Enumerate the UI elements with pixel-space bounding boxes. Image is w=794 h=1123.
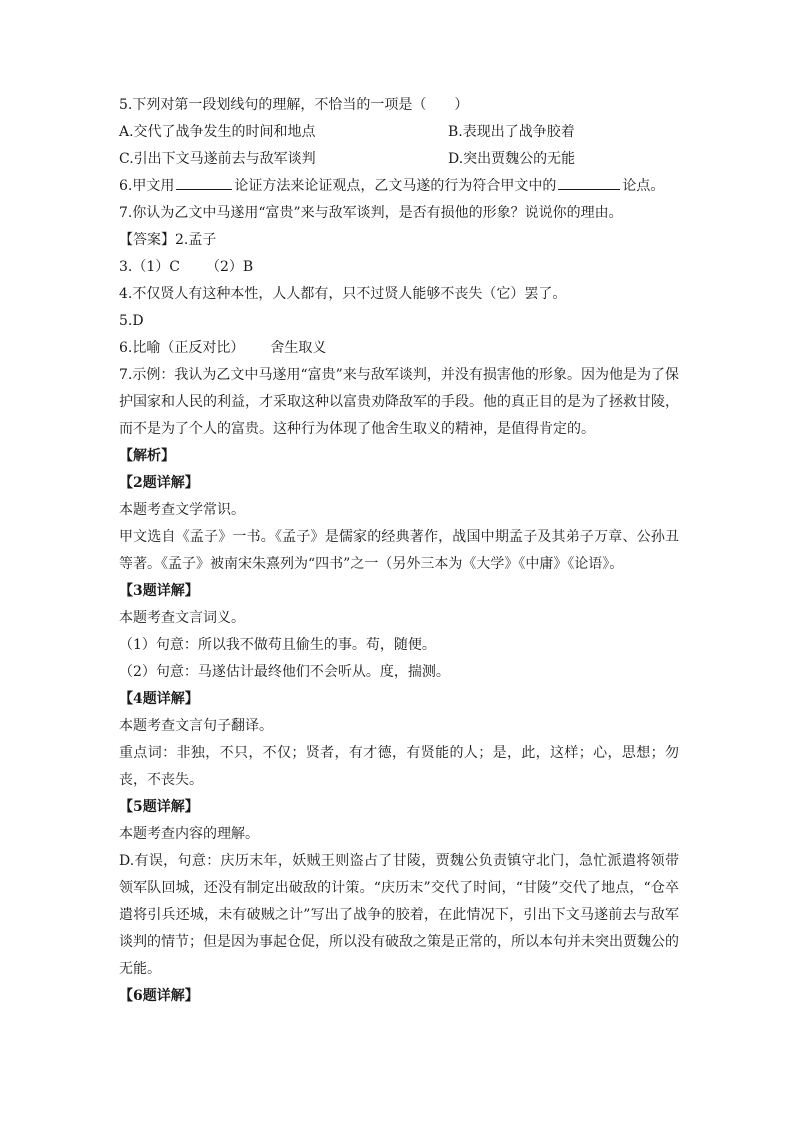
answer-line-6 (119, 335, 679, 362)
option-b: B.表现出了战争胶着 (448, 124, 575, 140)
detail-5-line-1: 本题考查内容的理解。 (119, 826, 259, 842)
answer-6-1: 6.比喻（正反对比） (119, 340, 245, 356)
answer-4: 4.不仅贤人有这种本性，人人都有，只不过贤人能够不丧失（它）罢了。 (119, 286, 567, 302)
question-6-part3: 论点。 (622, 178, 665, 194)
analysis-label: 【解析】 (119, 448, 175, 464)
question-6-part2: 论证方法来论证观点，乙文马遂的行为符合甲文中的 (234, 178, 557, 194)
fill-blank-2 (558, 174, 620, 190)
option-c: C.引出下文马遂前去与敌军谈判 (119, 151, 316, 167)
detail-6-heading: 【6题详解】 (119, 988, 199, 1004)
detail-2-line-1: 本题考查文学常识。 (119, 502, 245, 518)
question-5-options (119, 119, 679, 173)
question-6 (119, 173, 679, 200)
fill-blank-1 (176, 174, 232, 190)
answer-line-3 (119, 254, 679, 281)
detail-3-line-1: 本题考查文言词义。 (119, 610, 245, 626)
detail-4-line-2: 重点词：非独，不只，不仅；贤者，有才德，有贤能的人；是，此，这样；心，思想；勿丧，不丧失。 (119, 745, 679, 788)
detail-4-line-1: 本题考查文言句子翻译。 (119, 718, 273, 734)
answer-7: 7.示例：我认为乙文中马遂用“富贵”来与敌军谈判，并没有损害他的形象。因为他是为了保护国家和人民的利益，才采取这种以富贵劝降敌军的手段。他的真正目的是为了拯救甘陵，而不是为了个人的富贵。这种行为体现了他舍生取义的精神，是值得肯定的。 (119, 367, 679, 437)
detail-3-line-2: （1）句意：所以我不做苟且偷生的事。苟，随便。 (119, 637, 436, 653)
question-6-part1: 6.甲文用 (119, 178, 175, 194)
question-7: 7.你认为乙文中马遂用“富贵”来与敌军谈判，是否有损他的形象？说说你的理由。 (119, 205, 623, 221)
answer-6-2: 舍生取义 (270, 340, 327, 356)
detail-3-line-3: （2）句意：马遂估计最终他们不会听从。度，揣测。 (119, 664, 450, 680)
answer-3-2: （2）B (205, 259, 254, 275)
document-content (119, 92, 679, 1010)
answer-5: 5.D (119, 313, 144, 329)
detail-3-heading: 【3题详解】 (119, 583, 199, 599)
detail-5-line-2: D.有误，句意：庆历末年，妖贼王则盗占了甘陵，贾魏公负责镇守北门，急忙派遣将领带领军队回城，还没有制定出破敌的计策。“庆历末”交代了时间，“甘陵”交代了地点，“仓卒遣将引兵还城，未有破贼之计”写出了战争的胶着，在此情况下，引出下文马遂前去与敌军谈判的情节；但是因为事起仓促，所以没有破敌之策是正常的，所以本句并未突出贾魏公的无能。 (119, 853, 679, 977)
answer-label: 【答案】 (119, 232, 175, 248)
detail-4-heading: 【4题详解】 (119, 691, 199, 707)
option-a: A.交代了战争发生的时间和地点 (119, 124, 316, 140)
answer-2: 2.孟子 (175, 232, 217, 248)
answer-line-2 (119, 227, 679, 254)
detail-2-line-2: 甲文选自《孟子》一书。《孟子》是儒家的经典著作，战国中期孟子及其弟子万章、公孙丑等著。《孟子》被南宋朱熹列为“四书”之一（另外三本为《大学》《中庸》《论语》。 (119, 529, 679, 572)
detail-2-heading: 【2题详解】 (119, 475, 199, 491)
answer-3-1: 3.（1）C (119, 259, 180, 275)
detail-5-heading: 【5题详解】 (119, 799, 199, 815)
question-5-stem: 5.下列对第一段划线句的理解，不恰当的一项是（ ） (119, 97, 469, 113)
option-d: D.突出贾魏公的无能 (448, 151, 576, 167)
